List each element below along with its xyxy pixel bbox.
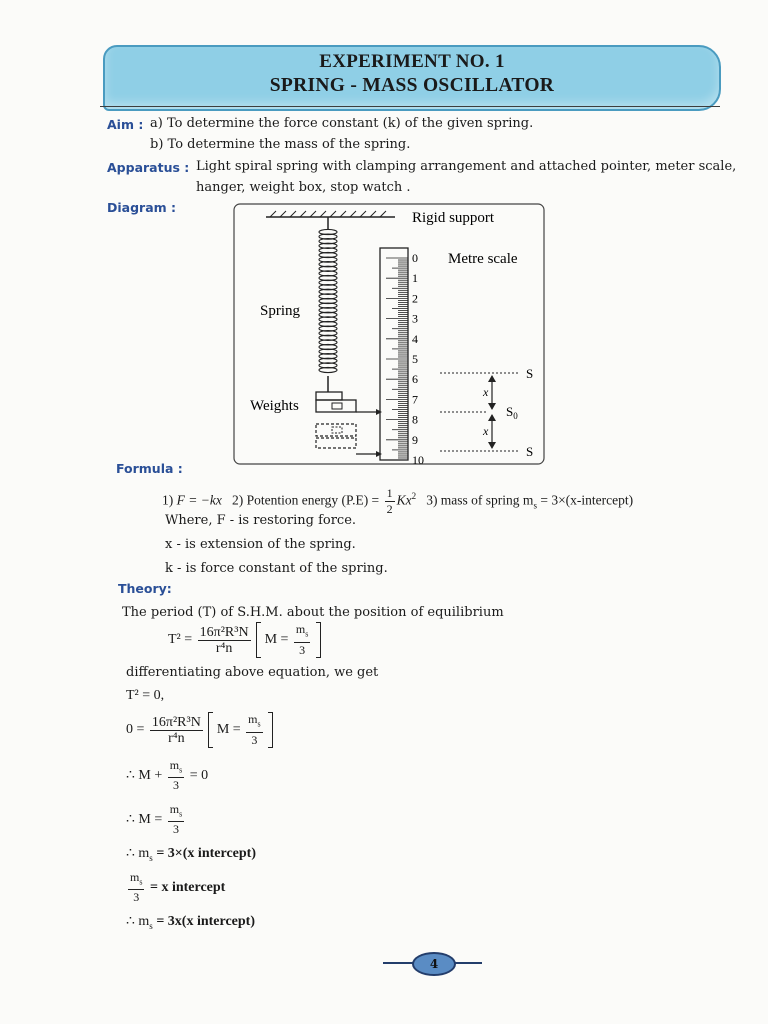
weight-block-1	[316, 392, 342, 400]
where-k: k - is force constant of the spring.	[165, 561, 388, 576]
formula-1-number: 1)	[162, 492, 174, 508]
scale-tick-label: 0	[412, 251, 418, 265]
equation-6: ∴ $m_s = 3\times(x$ intercept)	[126, 846, 256, 863]
where-f: Where, F - is restoring force.	[165, 513, 357, 528]
metre-scale-label: Metre scale	[448, 251, 518, 267]
x-label-upper: x	[483, 385, 489, 399]
scale-tick-label: 2	[412, 291, 418, 306]
scale-tick-label: 1	[412, 271, 418, 286]
aim-a: a) To determine the force constant (k) of the given spring.	[150, 116, 534, 131]
equation-5: ∴ M = $\frac{m_s}{3}$	[126, 802, 183, 837]
page-line-right	[452, 962, 482, 964]
diagram-frame	[234, 204, 544, 464]
scale-tick-label: 7	[412, 392, 418, 407]
s-top-label: S	[526, 366, 534, 381]
spring-coils	[319, 229, 337, 372]
weights-label: Weights	[250, 398, 299, 414]
displaced-weight	[316, 424, 356, 436]
differentiating-text: differentiating above equation, we get	[126, 665, 379, 680]
equation-1: T² = $\frac{\text{16π²R³N}}{\text{r⁴n}}$ M = $\frac{m_s}{3}$	[168, 622, 321, 658]
s0-label: $S_0$	[506, 404, 518, 421]
formula-2-label: 2) Potention energy (P.E) =	[231, 492, 380, 508]
equation-8: ∴ $m_s = 3x(x$ intercept)	[126, 914, 256, 931]
aim-label: Aim :	[107, 117, 144, 132]
rigid-support-hatch	[270, 211, 386, 217]
scale-tick-label: 3	[412, 311, 418, 326]
scale-tick-label: 10	[412, 453, 424, 467]
aim-b: b) To determine the mass of the spring.	[150, 137, 411, 152]
spring-mass-diagram	[230, 200, 550, 468]
apparatus-label: Apparatus :	[107, 160, 190, 175]
scale-tick-label: 8	[412, 412, 418, 427]
scale-major-ticks	[412, 251, 424, 467]
formula-2-denominator: 2	[386, 502, 393, 516]
formula-3: 3) mass of spring m	[426, 492, 534, 508]
diagram-label: Diagram :	[107, 200, 177, 215]
scale-tick-label: 5	[412, 352, 418, 366]
s-bottom-label: S	[526, 444, 534, 459]
formula-2-kx: Kx	[396, 492, 412, 508]
formula-label: Formula :	[116, 461, 183, 476]
theory-label: Theory:	[118, 581, 172, 596]
page-line-left	[383, 962, 413, 964]
experiment-number: EXPERIMENT NO. 1	[319, 51, 505, 72]
spring-label: Spring	[260, 303, 301, 319]
equation-2: T² = 0,	[126, 688, 165, 703]
page-number: 4	[412, 952, 456, 976]
formula-2-exponent: 2	[411, 491, 417, 502]
rigid-support-label: Rigid support	[412, 210, 495, 226]
equation-4: ∴ M + $\frac{m_s}{3}$ = 0	[126, 758, 209, 793]
apparatus-line1: Light spiral spring with clamping arrangement and attached pointer, meter scale,	[196, 159, 737, 174]
formula-2-numerator: 1	[386, 486, 393, 500]
experiment-title: SPRING - MASS OSCILLATOR	[269, 75, 555, 96]
formula-1: F = −kx	[176, 492, 222, 508]
scale-minor-ticks	[386, 258, 408, 458]
scale-tick-label: 6	[412, 372, 418, 387]
equation-3: 0 = $\frac{\text{16π²R³N}}{\text{r⁴n}}$ M = $\frac{m_s}{3}$	[126, 712, 273, 748]
formula-3-sub: s	[533, 500, 537, 511]
metre-scale-body	[380, 248, 408, 460]
theory-intro: The period (T) of S.H.M. about the position of equilibrium	[122, 605, 504, 620]
title-banner	[103, 45, 721, 111]
formula-3-rhs: = 3×(x-intercept)	[536, 492, 634, 508]
scale-tick-label: 9	[412, 432, 418, 447]
equation-7: $\frac{m_s}{3}$ = x intercept	[130, 870, 226, 905]
scale-tick-label: 4	[412, 331, 418, 346]
header-underline	[100, 106, 720, 107]
weight-block-2	[316, 400, 356, 412]
x-label-lower: x	[483, 424, 489, 438]
apparatus-line2: hanger, weight box, stop watch .	[196, 180, 411, 195]
where-x: x - is extension of the spring.	[165, 537, 356, 552]
